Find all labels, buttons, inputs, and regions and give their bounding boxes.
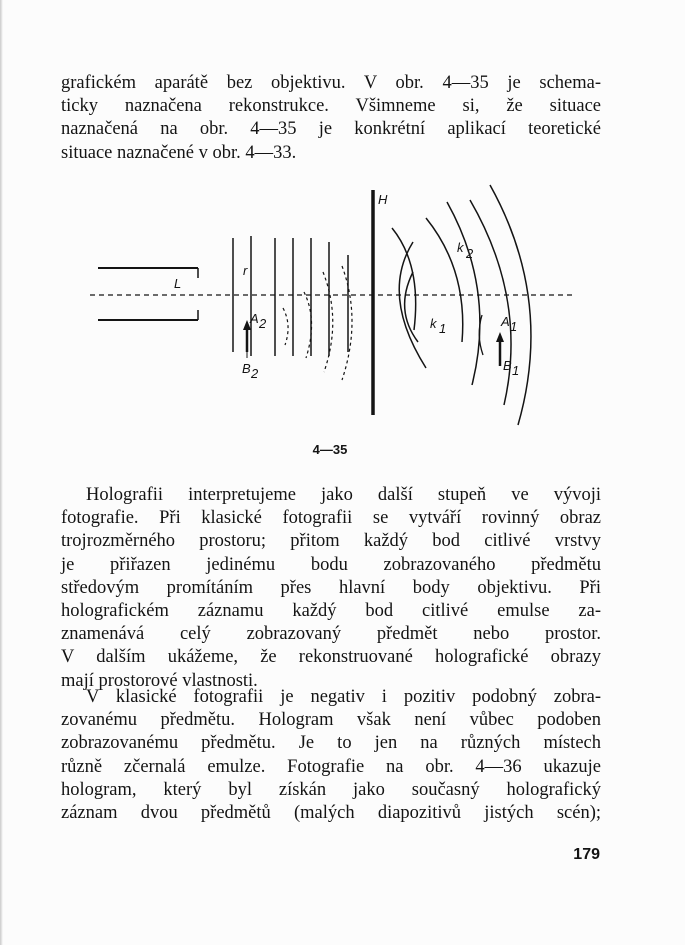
text-line: znamenává celý zobrazovaný předmět nebo prostor. <box>61 624 601 645</box>
text-line: V klasické fotografii je negativ i pozitiv podobný zobra- <box>86 687 601 707</box>
label-k1-sub: 1 <box>439 321 447 336</box>
figure-caption: 4—35 <box>312 442 348 457</box>
text-line: situace naznačené v obr. 4—33. <box>61 142 297 163</box>
label-B2: B <box>242 361 251 376</box>
paragraph-bottom <box>61 686 601 825</box>
label-k2: k <box>457 240 464 255</box>
label-A2-sub: 2 <box>259 316 267 331</box>
label-A2: A <box>250 311 259 326</box>
text-line: naznačená na obr. 4—35 je konkrétní aplikací teoretické <box>61 119 601 140</box>
figure-reconstruction-diagram <box>80 180 600 440</box>
text-line: zobrazovanému předmětu. Je to jen na různých místech <box>61 733 601 754</box>
text-line: Holografii interpretujeme jako další stupeň ve vývoji <box>86 485 601 505</box>
real-image-arrowhead <box>496 332 504 342</box>
wavefront-k2 <box>447 202 480 385</box>
text-line: trojrozměrného prostoru; přitom každý bod citlivé vrstvy <box>61 531 601 552</box>
paragraph-middle <box>61 484 601 693</box>
text-line: zovanému předmětu. Hologram však není vůbec podoben <box>61 710 601 731</box>
page-number: 179 <box>573 846 600 863</box>
text-line: mají prostorové vlastnosti. <box>61 670 258 691</box>
text-line: ticky naznačena rekonstrukce. Všimneme si, že situace <box>61 96 601 117</box>
virtual-wavefront <box>342 266 352 380</box>
text-line: hologram, který byl získán jako současný holografický <box>61 779 601 800</box>
reconstruction-diagram <box>80 180 600 440</box>
text-line: středovým promítáním přes hlavní body objektivu. Při <box>61 577 601 598</box>
label-B2-sub: 2 <box>251 366 259 381</box>
label-B1-sub: 1 <box>512 363 520 378</box>
label-L: L <box>174 276 182 291</box>
wavefront-k2 <box>490 185 531 425</box>
text-line: fotografie. Při klasické fotografii se vytváří rovinný obraz <box>61 508 601 529</box>
label-H: H <box>378 192 388 207</box>
text-line: je přiřazen jedinému bodu zobrazovaného předmětu <box>61 554 601 575</box>
binding-shadow <box>0 0 3 945</box>
text-line: různě zčernalá emulze. Fotografie na obr. 4—36 ukazuje <box>61 756 601 777</box>
label-k1: k <box>430 316 437 331</box>
text-line: V dalším ukážeme, že rekonstruované holografické obrazy <box>61 647 601 668</box>
text-line: holografickém záznamu každý bod citlivé emulse za- <box>61 601 601 622</box>
label-B1: B <box>503 358 512 373</box>
text-line: grafickém aparátě bez objektivu. V obr. 4—35 je schema- <box>61 73 601 93</box>
virtual-wavefront <box>323 272 333 372</box>
label-r: r <box>243 263 248 278</box>
label-A1-sub: 1 <box>510 319 518 334</box>
paragraph-top <box>61 72 601 165</box>
label-A1: A <box>501 314 510 329</box>
label-k2-sub: 2 <box>466 246 474 261</box>
wavefront-k1 <box>399 242 426 368</box>
wavefront-k2 <box>470 200 511 405</box>
text-line: záznam dvou předmětů (malých diapozitivů jistých scén); <box>61 803 601 824</box>
virtual-wavefront <box>283 308 288 345</box>
